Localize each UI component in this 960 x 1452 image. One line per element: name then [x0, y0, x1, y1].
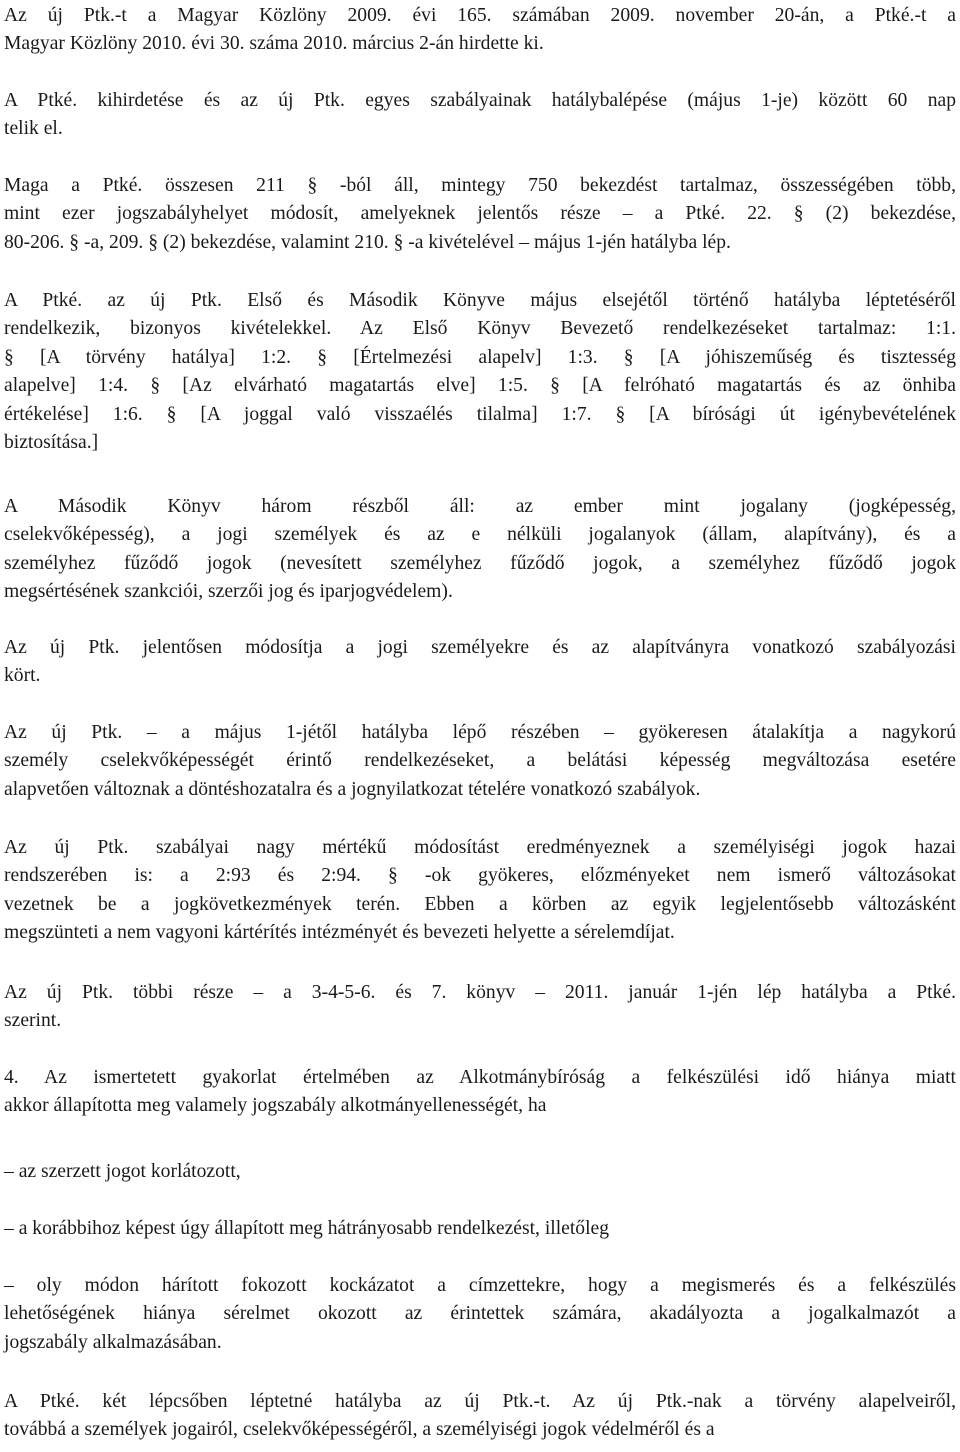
text-line: telik el.	[4, 118, 63, 140]
text-line: – a korábbihoz képest úgy állapított meg hátrányosabb rendelkezést, illetőleg	[4, 1218, 610, 1239]
paragraph	[4, 1388, 956, 1445]
text-line: megsértésének szankciói, szerzői jog és iparjogvédelem).	[4, 581, 453, 603]
text-line: Az új Ptk.-t a Magyar Közlöny 2009. évi 165. számában 2009. november 20-án, a Ptké.-t a	[4, 5, 956, 26]
paragraph	[4, 1215, 956, 1243]
text-line: 4. Az ismertetett gyakorlat értelmében az Alkotmánybíróság a felkészülési idő hiánya miatt	[4, 1067, 956, 1088]
paragraph	[4, 87, 956, 144]
text-line: személy cselekvőképességét érintő rendelkezéseket, a belátási képesség megváltozása esetére	[4, 750, 956, 772]
paragraph	[4, 634, 956, 691]
text-line: továbbá a személyek jogairól, cselekvőképességéről, a személyiségi jogok védelméről és a	[4, 1419, 715, 1441]
text-line: § [A törvény hatálya] 1:2. § [Értelmezési alapelv] 1:3. § [A jóhiszeműség és tisztesség	[4, 346, 956, 368]
text-line: Magyar Közlöny 2010. évi 30. száma 2010. március 2-án hirdette ki.	[4, 33, 544, 55]
text-line: rendszerében is: a 2:93 és 2:94. § -ok gyökeres, előzményeket nem ismerő változásokat	[4, 865, 956, 887]
text-line: vezetnek be a jogkövetkezmények terén. Ebben a körben az egyik legjelentősebb változásként	[4, 893, 956, 915]
text-line: szerint.	[4, 1010, 62, 1032]
paragraph	[4, 287, 956, 457]
paragraph	[4, 719, 956, 804]
text-line: jogszabály alkalmazásában.	[4, 1331, 222, 1353]
text-line: lehetőségének hiánya sérelmet okozott az érintettek számára, akadályozta a jogalkalmazót a	[4, 1303, 956, 1325]
text-line: A Ptké. az új Ptk. Első és Második Könyve május elsejétől történő hatályba léptetéséről	[4, 290, 956, 311]
text-line: alapelve] 1:4. § [Az elvárható magatartás elve] 1:5. § [A felróható magatartás és az önhiba	[4, 375, 956, 397]
text-line: A Ptké. kihirdetése és az új Ptk. egyes szabályainak hatálybalépése (május 1-je) között 60 nap	[4, 90, 956, 111]
text-line: 80-206. § -a, 209. § (2) bekezdése, valamint 210. § -a kivételével – május 1-jén hatályba lép.	[4, 231, 731, 253]
text-line: személyhez fűződő jogok (nevesített személyhez fűződő jogok, a személyhez fűződő jogok	[4, 552, 956, 574]
paragraph	[4, 2, 956, 59]
text-line: – az szerzett jogot korlátozott,	[4, 1161, 241, 1182]
paragraph	[4, 834, 956, 948]
paragraph	[4, 493, 956, 607]
text-line: Maga a Ptké. összesen 211 § -ból áll, mintegy 750 bekezdést tartalmaz, összességében több,	[4, 175, 956, 196]
text-line: Az új Ptk. jelentősen módosítja a jogi személyekre és az alapítványra vonatkozó szabályozási	[4, 637, 956, 658]
paragraph	[4, 979, 956, 1036]
text-line: A Második Könyv három részből áll: az ember mint jogalany (jogképesség,	[4, 496, 956, 517]
text-line: mint ezer jogszabályhelyet módosít, amelyeknek jelentős része – a Ptké. 22. § (2) bekezdése,	[4, 203, 956, 225]
text-line: biztosítása.]	[4, 432, 99, 454]
paragraph	[4, 1272, 956, 1357]
text-line: – oly módon hárított fokozott kockázatot a címzettekre, hogy a megismerés és a felkészülés	[4, 1275, 956, 1296]
text-line: cselekvőképesség), a jogi személyek és az e nélküli jogalanyok (állam, alapítvány), és a	[4, 524, 956, 546]
text-line: Az új Ptk. – a május 1-jétől hatályba lépő részében – gyökeresen átalakítja a nagykorú	[4, 722, 956, 743]
paragraph	[4, 1064, 956, 1121]
paragraph	[4, 172, 956, 257]
text-line: megszünteti a nem vagyoni kártérítés intézményét és bevezeti helyette a sérelemdíjat.	[4, 922, 675, 944]
text-line: alapvetően változnak a döntéshozatalra és a jognyilatkozat tételére vonatkozó szabályok.	[4, 778, 701, 800]
text-line: Az új Ptk. többi része – a 3-4-5-6. és 7. könyv – 2011. január 1-jén lép hatályba a Ptké.	[4, 982, 956, 1003]
text-line: akkor állapította meg valamely jogszabály alkotmányellenességét, ha	[4, 1095, 547, 1117]
text-line: Az új Ptk. szabályai nagy mértékű módosítást eredményeznek a személyiségi jogok hazai	[4, 837, 956, 858]
text-line: rendelkezik, bizonyos kivételekkel. Az Első Könyv Bevezető rendelkezéseket tartalmaz: 1:1.	[4, 318, 956, 340]
text-line: kört.	[4, 665, 41, 687]
text-line: A Ptké. két lépcsőben léptetné hatályba az új Ptk.-t. Az új Ptk.-nak a törvény alapelveiről,	[4, 1391, 956, 1412]
text-line: értékelése] 1:6. § [A joggal való visszaélés tilalma] 1:7. § [A bírósági út igénybevételének	[4, 403, 956, 425]
paragraph	[4, 1158, 956, 1186]
